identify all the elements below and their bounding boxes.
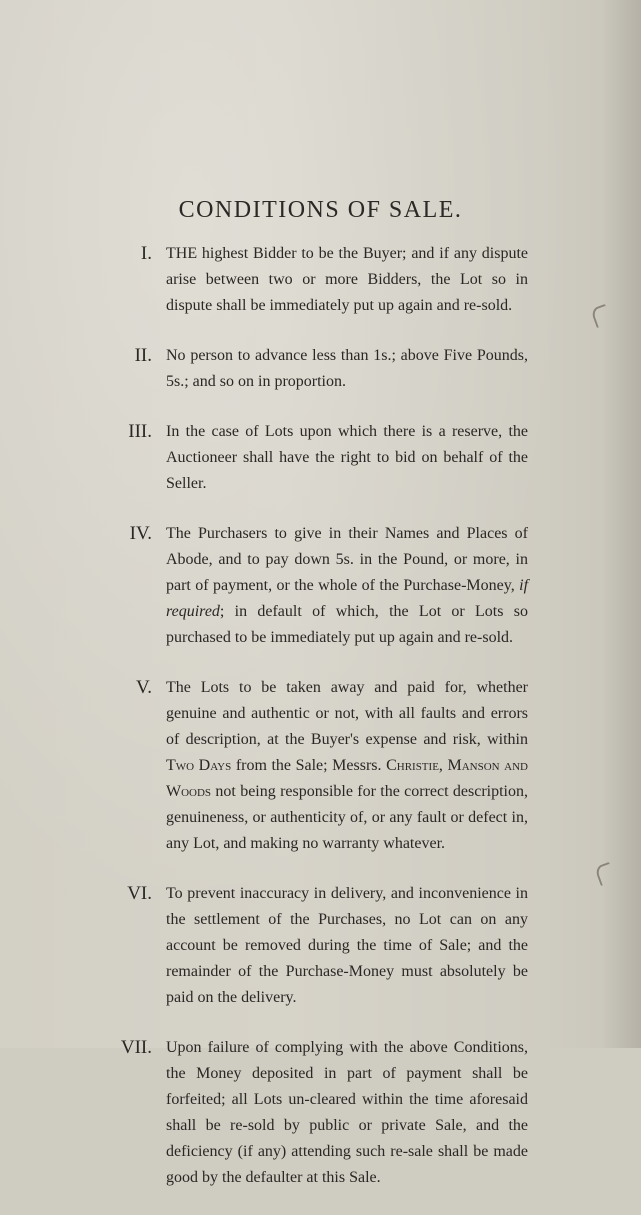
condition-5 <box>0 675 641 857</box>
condition-numeral: VII. <box>120 1037 152 1058</box>
condition-numeral: VI. <box>127 883 152 904</box>
condition-numeral: III. <box>128 421 152 442</box>
condition-numeral: II. <box>134 345 152 366</box>
condition-text <box>166 675 528 857</box>
condition-2 <box>0 343 641 395</box>
condition-numeral: V. <box>135 677 152 698</box>
condition-text-part: ; in default of which, the Lot or Lots so purchased to be immediately put up again and re-sold. <box>166 603 528 646</box>
condition-text-italic: if required <box>166 577 529 620</box>
condition-text-part: The Purchasers to give in their Names and Places of Abode, and to pay down 5s. in the Pound, or more, in part of payment, or the whole of the Purchase-Money, <box>166 525 528 594</box>
condition-text: Upon failure of complying with the above Conditions, the Money deposited in part of payment shall be forfeited; all Lots un-cleared within the time aforesaid shall be re-sold by public or private Sale, and the deficiency (if any) attending such re-sale shall be made good by the defaulter at this Sale. <box>166 1039 528 1186</box>
auctioneer-names: Christie, Manson and Woods <box>166 757 529 800</box>
condition-text-part: from the Sale; Messrs. <box>235 757 382 774</box>
condition-text <box>166 521 528 651</box>
condition-text-part: not being responsible for the correct description, genuineness, or authenticity of, or any fault or defect in, any Lot, and making no warranty whatever. <box>166 783 528 852</box>
condition-6 <box>0 881 641 1011</box>
condition-3 <box>0 419 641 497</box>
condition-7 <box>0 1035 641 1191</box>
page-title: CONDITIONS OF SALE. <box>178 197 463 223</box>
condition-text-smallcaps: Two Days <box>166 757 232 774</box>
condition-numeral: I. <box>140 243 152 264</box>
condition-text: No person to advance less than 1s.; above Five Pounds, 5s.; and so on in proportion. <box>166 347 528 390</box>
condition-1 <box>0 241 641 319</box>
conditions-list <box>0 241 641 1215</box>
condition-text: In the case of Lots upon which there is a reserve, the Auctioneer shall have the right to bid on behalf of the Seller. <box>166 423 528 492</box>
condition-text-part: The Lots to be taken away and paid for, whether genuine and authentic or not, with all faults and errors of description, at the Buyer's expense and risk, within <box>166 679 528 748</box>
condition-text: To prevent inaccuracy in delivery, and inconvenience in the settlement of the Purchases, no Lot can on any account be removed during the time of Sale; and the remainder of the Purchase-Money must absolutely be paid on the delivery. <box>166 885 528 1006</box>
condition-4 <box>0 521 641 651</box>
condition-numeral: IV. <box>129 523 152 544</box>
condition-text: THE highest Bidder to be the Buyer; and if any dispute arise between two or more Bidders, the Lot so in dispute shall be immediately put up again and re-sold. <box>166 245 528 314</box>
